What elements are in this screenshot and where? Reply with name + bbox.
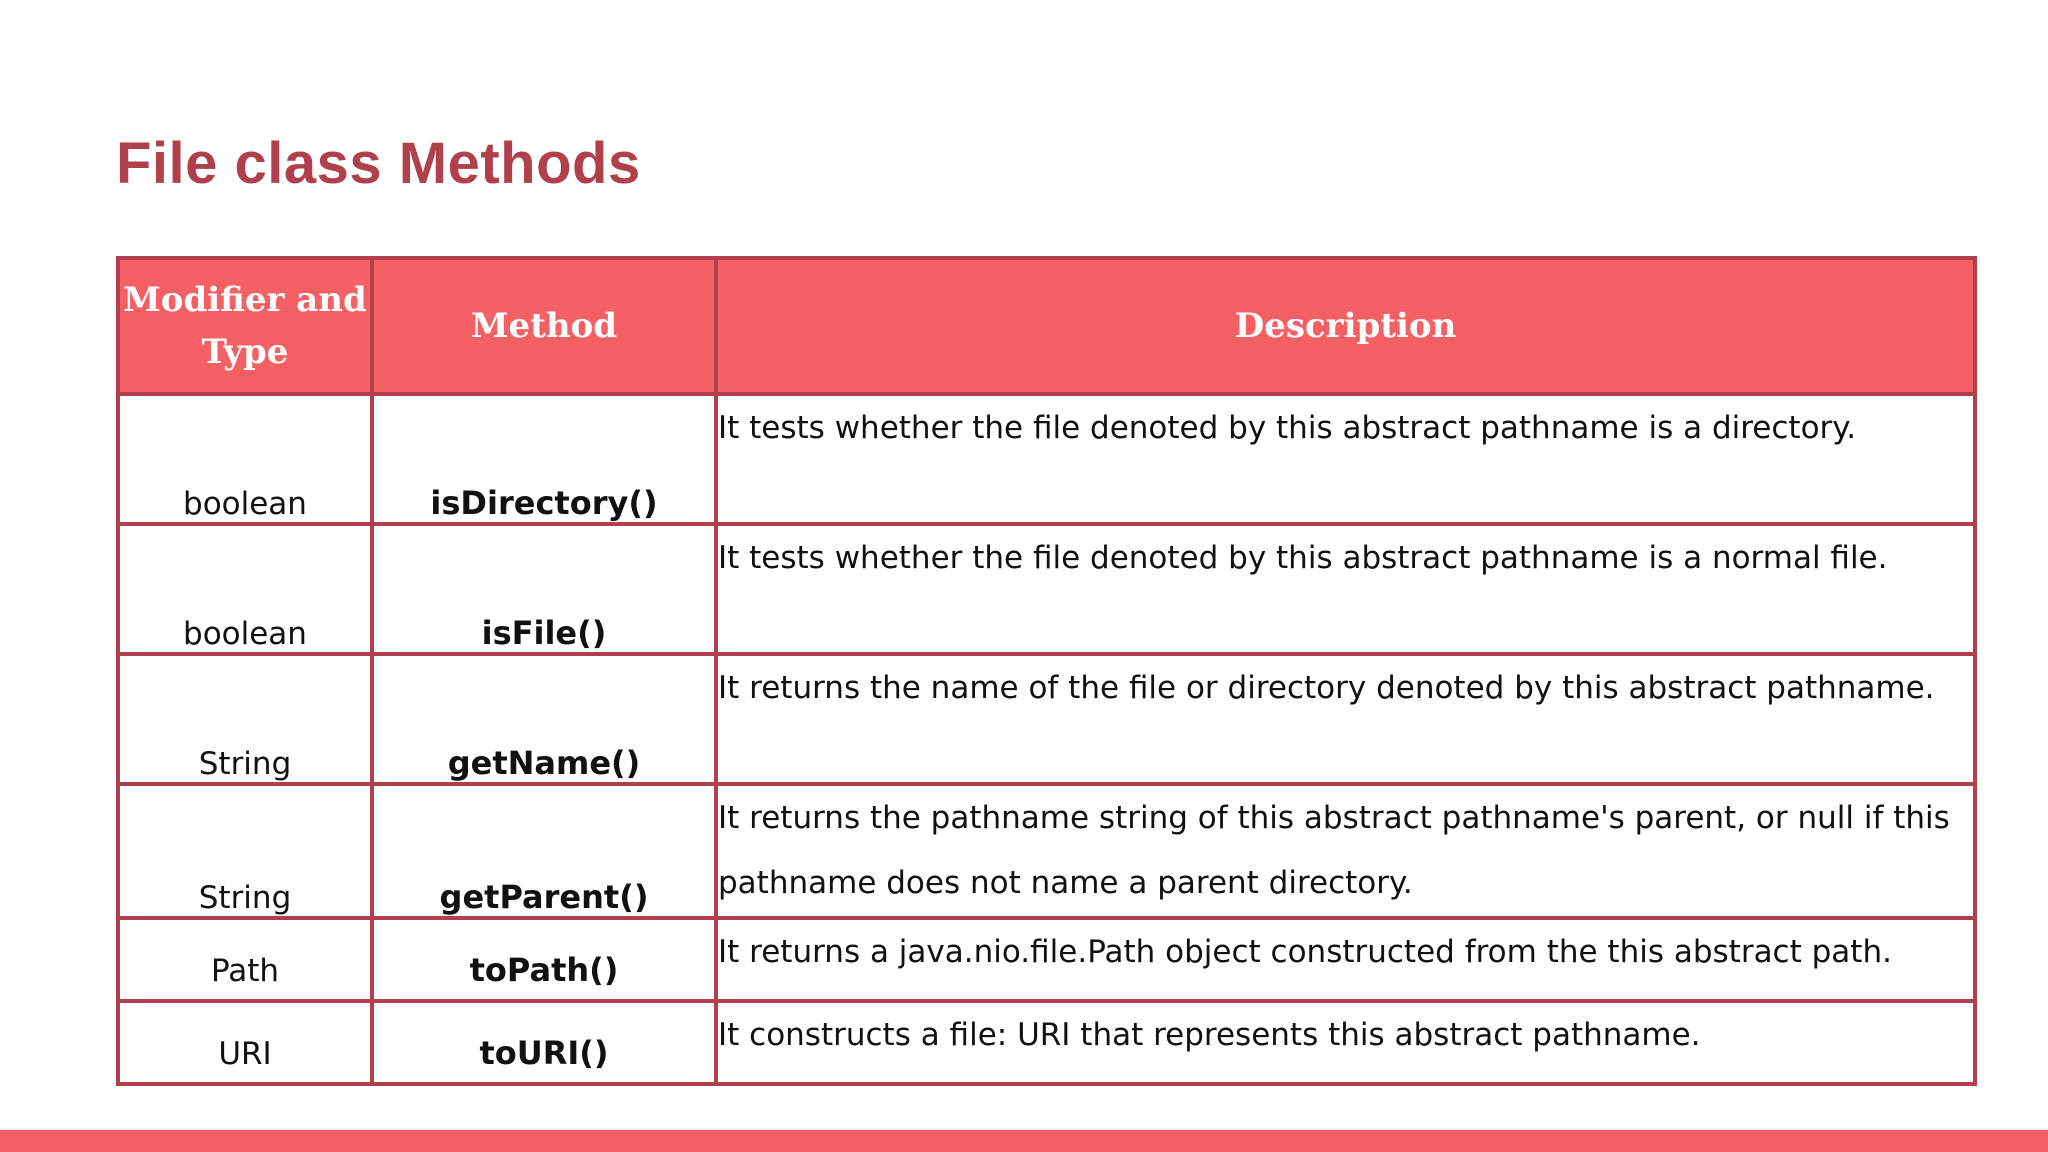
cell-description: It tests whether the file denoted by this abstract pathname is a directory. <box>716 394 1975 524</box>
cell-type: Path <box>118 918 372 1001</box>
cell-description: It returns the name of the file or directory denoted by this abstract pathname. <box>716 654 1975 784</box>
cell-method: isDirectory() <box>372 394 716 524</box>
cell-method: getName() <box>372 654 716 784</box>
header-method: Method <box>372 258 716 394</box>
cell-type: URI <box>118 1001 372 1084</box>
cell-method: toURI() <box>372 1001 716 1084</box>
table-row <box>118 918 1975 1001</box>
cell-description: It returns the pathname string of this abstract pathname's parent, or null if this pathname does not name a parent directory. <box>716 784 1975 918</box>
cell-method: getParent() <box>372 784 716 918</box>
page-title: File class Methods <box>116 131 641 196</box>
cell-type: String <box>118 784 372 918</box>
cell-method: toPath() <box>372 918 716 1001</box>
cell-description: It returns a java.nio.file.Path object constructed from the this abstract path. <box>716 918 1975 1001</box>
table-row <box>118 1001 1975 1084</box>
methods-table <box>116 256 1977 1086</box>
footer-accent-bar <box>0 1130 2048 1152</box>
cell-type: boolean <box>118 394 372 524</box>
cell-type: boolean <box>118 524 372 654</box>
table-header-row <box>118 258 1975 394</box>
cell-description: It constructs a file: URI that represents this abstract pathname. <box>716 1001 1975 1084</box>
header-description: Description <box>716 258 1975 394</box>
table-row <box>118 654 1975 784</box>
cell-type: String <box>118 654 372 784</box>
table-row <box>118 784 1975 918</box>
cell-description: It tests whether the file denoted by this abstract pathname is a normal file. <box>716 524 1975 654</box>
table-row <box>118 524 1975 654</box>
header-modifier-type: Modifier and Type <box>118 258 372 394</box>
table-row <box>118 394 1975 524</box>
cell-method: isFile() <box>372 524 716 654</box>
